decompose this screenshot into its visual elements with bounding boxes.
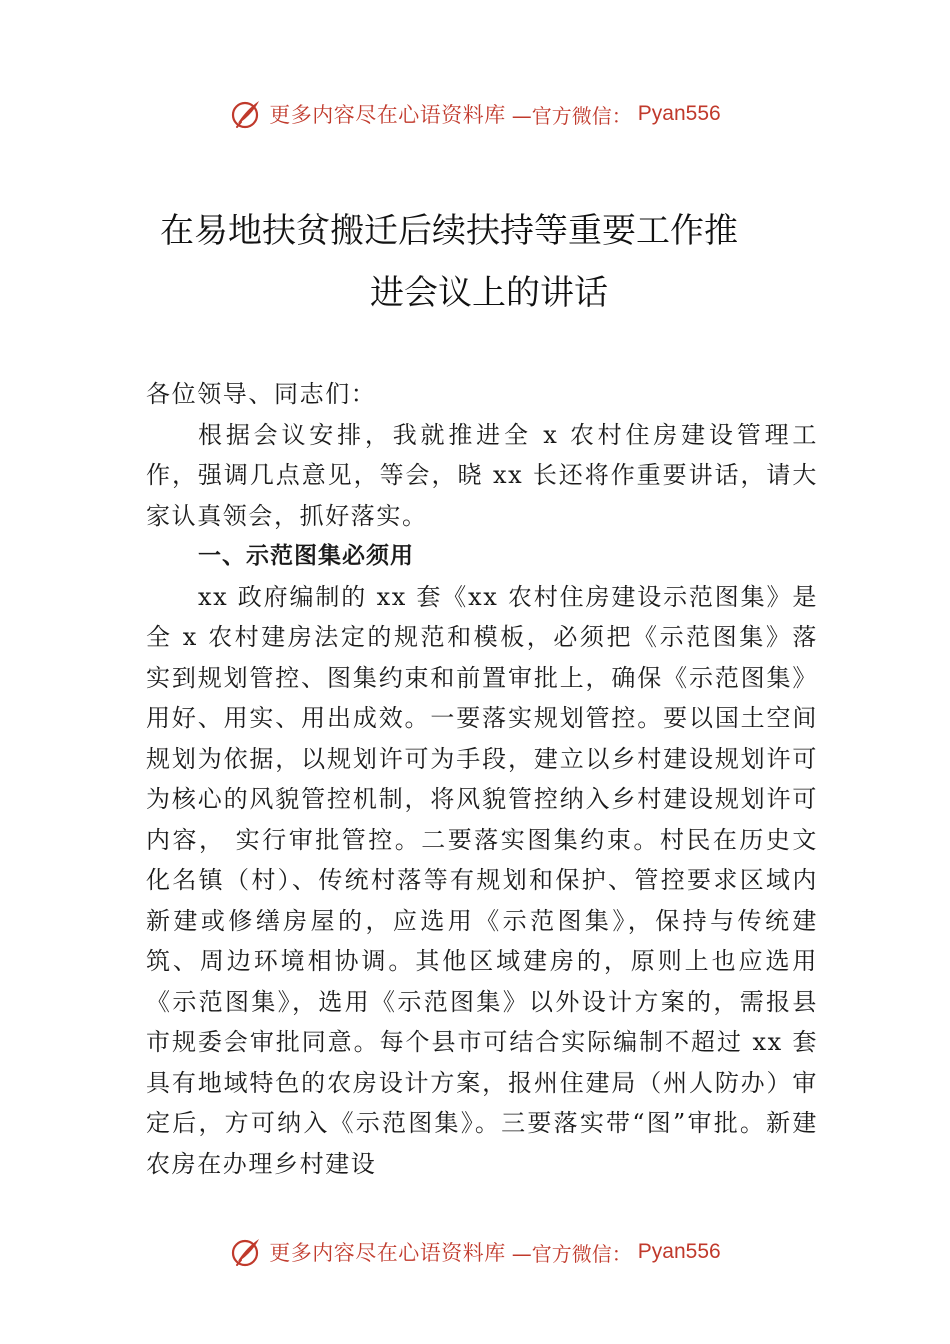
- banner-separator: —官方微信：: [511, 1241, 632, 1266]
- banner-wechat-id: Pyan556: [637, 102, 721, 125]
- greeting: 各位领导、同志们：: [146, 380, 377, 408]
- title-line-1: 在易地扶贫搬迁后续扶持等重要工作推: [160, 211, 738, 251]
- footer-watermark-banner: [0, 1232, 950, 1272]
- header-watermark-banner: [0, 94, 950, 134]
- document-title: [0, 200, 950, 324]
- banner-slogan: 更多内容尽在心语资料库: [269, 1241, 506, 1265]
- banner-wechat-id: Pyan556: [637, 1240, 721, 1263]
- document-body: [146, 374, 818, 1184]
- section-heading: 一、示范图集必须用: [198, 543, 414, 569]
- quill-logo-icon: [229, 97, 263, 131]
- intro-paragraph: 根据会议安排，我就推进全 x 农村住房建设管理工作，强调几点意见，等会，晓 xx 长还将作重要讲话，请大家认真领会，抓好落实。: [146, 420, 818, 530]
- quill-logo-icon: [229, 1235, 263, 1269]
- title-line-2: 进会议上的讲话: [370, 273, 608, 313]
- section-paragraph: xx 政府编制的 xx 套《xx 农村住房建设示范图集》是全 x 农村建房法定的规范和模板，必须把《示范图集》落实到规划管控、图集约束和前置审批上，确保《示范图集》用好、用实、用出成效。一要落实规划管控。要以国土空间规划为依据，以规划许可为手段，建立以乡村建设规划许可为核心的风貌管控机制，将风貌管控纳入乡村建设规划许可内容， 实行审批管控。二要落实图集约束。村民在历史文化名镇（村）、传统村落等有规划和保护、管控要求区域内新建或修缮房屋的，应选用《示范图集》，保持与传统建筑、周边环境相协调。其他区域建房的，原则上也应选用《示范图集》，选用《示范图集》以外设计方案的，需报县市规委会审批同意。每个县市可结合实际编制不超过 xx 套具有地域特色的农房设计方案，报州住建局（州人防办）审定后，方可纳入《示范图集》。三要落实带“图”审批。新建农房在办理乡村建设: [146, 582, 818, 1178]
- banner-slogan: 更多内容尽在心语资料库: [269, 103, 506, 127]
- banner-separator: —官方微信：: [511, 103, 632, 128]
